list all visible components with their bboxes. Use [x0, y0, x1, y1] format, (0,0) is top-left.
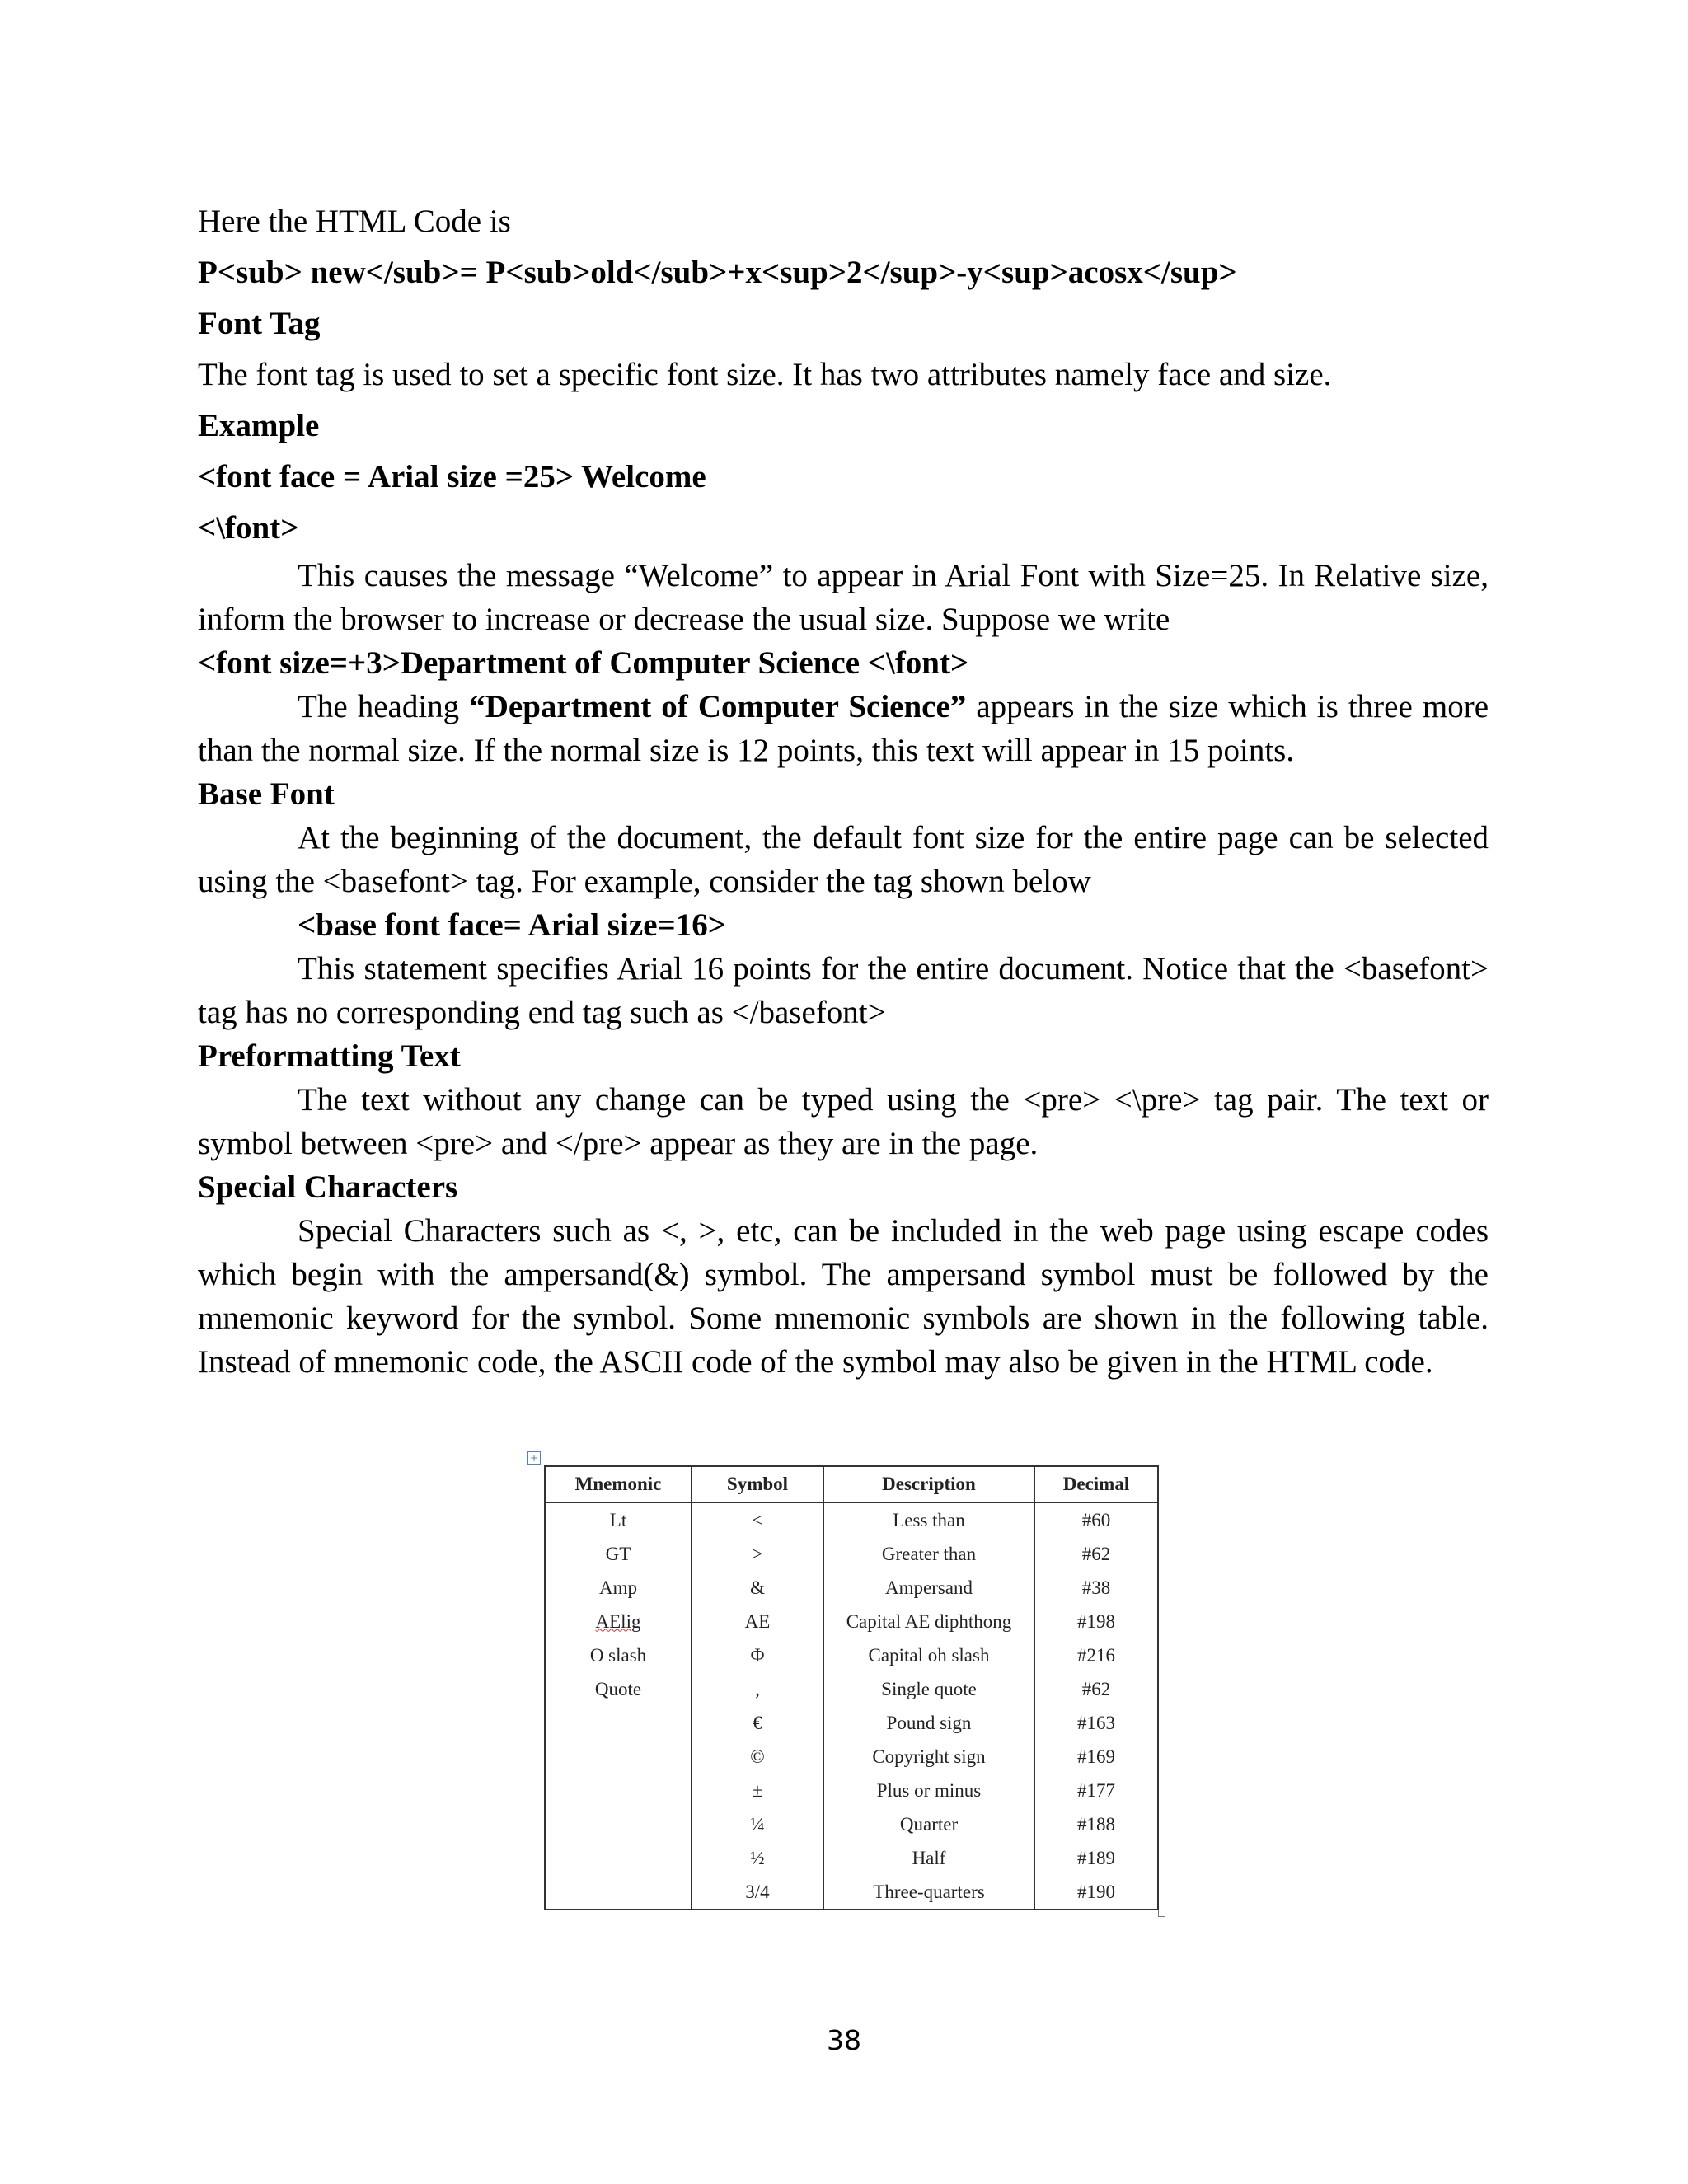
cell-decimal: #216	[1034, 1638, 1158, 1672]
table-row	[545, 1605, 1158, 1638]
cell-mnemonic: O slash	[545, 1638, 692, 1672]
header-decimal: Decimal	[1034, 1466, 1158, 1502]
heading-special-characters: Special Characters	[198, 1169, 458, 1205]
code-example-subsup: P<sub> new</sub>= P<sub>old</sub>+x<sup>2</sup>-y<sup>acosx</sup>	[198, 255, 1237, 290]
header-mnemonic: Mnemonic	[545, 1466, 692, 1502]
table-body	[545, 1502, 1158, 1910]
cell-decimal: #188	[1034, 1807, 1158, 1841]
code-example-font-size: <font size=+3>Department of Computer Science <\font>	[198, 645, 969, 681]
table-row	[545, 1875, 1158, 1910]
cell-symbol: AE	[692, 1605, 823, 1638]
table-row	[545, 1537, 1158, 1571]
table-resize-handle[interactable]	[1158, 1910, 1165, 1917]
cell-decimal: #62	[1034, 1672, 1158, 1706]
header-symbol: Symbol	[692, 1466, 823, 1502]
paragraph-basefont-end-tag: This statement specifies Arial 16 points for the entire document. Notice that the <basefont> tag has no corresponding end tag such as </basefont>	[198, 951, 1489, 1030]
cell-mnemonic	[545, 1875, 692, 1910]
code-example-basefont: <base font face= Arial size=16>	[298, 907, 726, 943]
cell-symbol: ½	[692, 1841, 823, 1875]
cell-symbol: ±	[692, 1774, 823, 1807]
cell-symbol: 3/4	[692, 1875, 823, 1910]
paragraph-heading-size-end: appears in the size which is three more than the normal size. If the normal size is 12 points, this text will appear in 15 points.	[198, 689, 1489, 768]
cell-mnemonic	[545, 1706, 692, 1740]
cell-decimal: #198	[1034, 1605, 1158, 1638]
cell-symbol: ¼	[692, 1807, 823, 1841]
cell-mnemonic	[545, 1807, 692, 1841]
mnemonic-table	[544, 1465, 1159, 1910]
cell-description: Plus or minus	[823, 1774, 1034, 1807]
cell-decimal: #189	[1034, 1841, 1158, 1875]
cell-decimal: #163	[1034, 1706, 1158, 1740]
table-row	[545, 1502, 1158, 1537]
paragraph-heading-size-emphasis: “Department of Computer Science”	[469, 689, 967, 724]
heading-font-tag: Font Tag	[198, 306, 321, 341]
paragraph-heading-size-start: The heading	[298, 689, 470, 724]
cell-symbol: €	[692, 1706, 823, 1740]
cell-mnemonic: Lt	[545, 1502, 692, 1537]
cell-symbol: &	[692, 1571, 823, 1605]
cell-description: Ampersand	[823, 1571, 1034, 1605]
table-row	[545, 1706, 1158, 1740]
cell-decimal: #169	[1034, 1740, 1158, 1774]
paragraph-basefont: At the beginning of the document, the default font size for the entire page can be selected using the <basefont> tag. For example, consider the tag shown below	[198, 820, 1489, 899]
table-row	[545, 1672, 1158, 1706]
heading-example: Example	[198, 408, 320, 443]
cell-mnemonic	[545, 1740, 692, 1774]
table-row	[545, 1807, 1158, 1841]
cell-symbol: <	[692, 1502, 823, 1537]
table-row	[545, 1774, 1158, 1807]
heading-base-font: Base Font	[198, 776, 335, 812]
cell-mnemonic: GT	[545, 1537, 692, 1571]
cell-description: Copyright sign	[823, 1740, 1034, 1774]
code-example-font-close: <\font>	[198, 510, 299, 546]
cell-description: Capital AE diphthong	[823, 1605, 1034, 1638]
mnemonic-table-container	[529, 1452, 1159, 1910]
cell-mnemonic	[545, 1774, 692, 1807]
paragraph-relative-size: This causes the message “Welcome” to appear in Arial Font with Size=25. In Relative size, inform the browser to increase or decrease the usual size. Suppose we write	[198, 558, 1489, 637]
table-row	[545, 1638, 1158, 1672]
cell-symbol: >	[692, 1537, 823, 1571]
cell-decimal: #60	[1034, 1502, 1158, 1537]
cell-symbol: Φ	[692, 1638, 823, 1672]
cell-description: Less than	[823, 1502, 1034, 1537]
table-row	[545, 1740, 1158, 1774]
header-description: Description	[823, 1466, 1034, 1502]
cell-mnemonic: Amp	[545, 1571, 692, 1605]
document-body	[198, 196, 1489, 1384]
table-row	[545, 1571, 1158, 1605]
heading-preformatting: Preformatting Text	[198, 1038, 461, 1074]
cell-decimal: #177	[1034, 1774, 1158, 1807]
code-example-font-open: <font face = Arial size =25> Welcome	[198, 459, 706, 494]
cell-decimal: #190	[1034, 1875, 1158, 1910]
font-tag-description: The font tag is used to set a specific font size. It has two attributes namely face and size.	[198, 357, 1332, 392]
paragraph-special-characters: Special Characters such as <, >, etc, can be included in the web page using escape codes which begin with the ampersand(&) symbol. The ampersand symbol must be followed by the mnemonic keyword for the symbol. Some mnemonic symbols are shown in the following table. Instead of mnemonic code, the ASCII code of the symbol may also be given in the HTML code.	[198, 1213, 1489, 1380]
page-number: 38	[827, 2024, 861, 2056]
table-move-handle-icon[interactable]: +	[528, 1451, 541, 1465]
cell-symbol: ,	[692, 1672, 823, 1706]
table-row	[545, 1841, 1158, 1875]
paragraph-pre-tag: The text without any change can be typed using the <pre> <\pre> tag pair. The text or symbol between <pre> and </pre> appear as they are in the page.	[198, 1082, 1489, 1161]
cell-description: Half	[823, 1841, 1034, 1875]
cell-description: Three-quarters	[823, 1875, 1034, 1910]
table-header-row	[545, 1466, 1158, 1502]
paragraph-heading-size	[198, 685, 1489, 772]
cell-description: Pound sign	[823, 1706, 1034, 1740]
cell-symbol: ©	[692, 1740, 823, 1774]
cell-mnemonic: Quote	[545, 1672, 692, 1706]
cell-decimal: #38	[1034, 1571, 1158, 1605]
cell-description: Capital oh slash	[823, 1638, 1034, 1672]
cell-mnemonic	[545, 1841, 692, 1875]
cell-mnemonic: AElig	[545, 1605, 692, 1638]
cell-decimal: #62	[1034, 1537, 1158, 1571]
intro-line: Here the HTML Code is	[198, 204, 511, 239]
cell-description: Greater than	[823, 1537, 1034, 1571]
cell-description: Single quote	[823, 1672, 1034, 1706]
cell-description: Quarter	[823, 1807, 1034, 1841]
